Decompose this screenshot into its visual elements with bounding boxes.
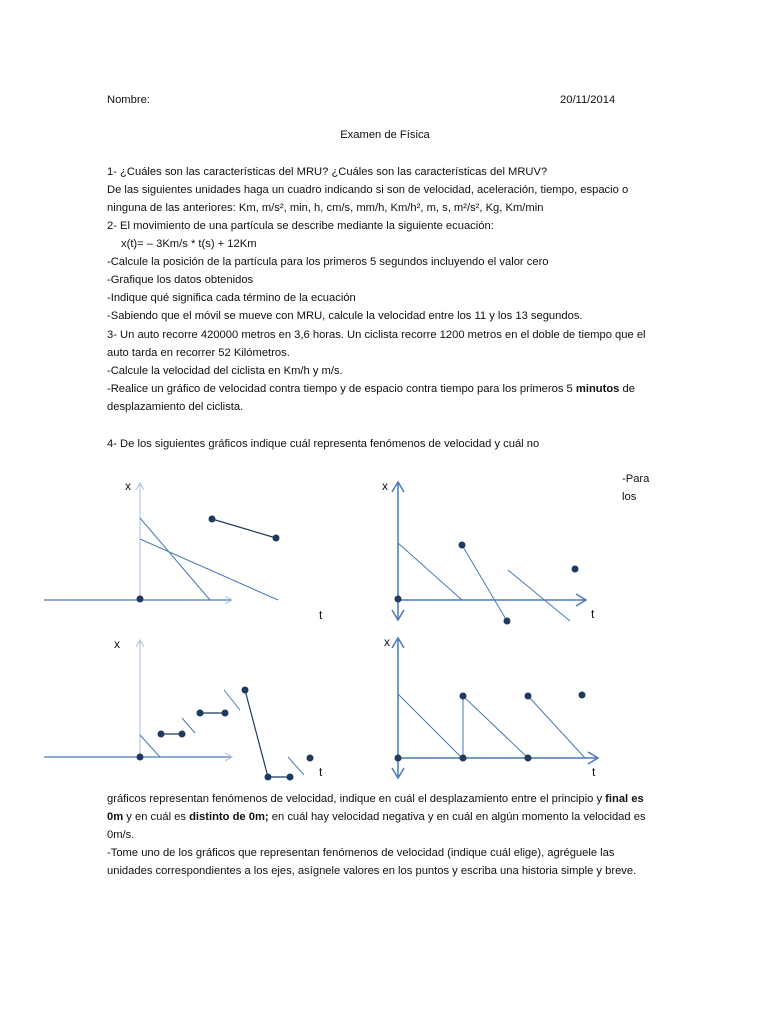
graph-4-x-label: x xyxy=(384,635,390,649)
graph-1-segment xyxy=(212,519,276,538)
graph-3-t-label: t xyxy=(319,765,323,779)
q2-bullet2: -Grafique los datos obtenidos xyxy=(107,274,254,286)
graph-2-point xyxy=(504,618,511,625)
exam-title: Examen de Física xyxy=(340,129,430,141)
graph-4-origin xyxy=(395,755,402,762)
graph-1-x-label: x xyxy=(125,479,131,493)
q4-side-text1: -Para xyxy=(622,473,650,485)
graph-3-slope xyxy=(182,718,195,733)
graph-4-line-b xyxy=(463,696,528,758)
q3-line2: auto tarda en recorrer 52 Kilómetros. xyxy=(107,347,290,359)
q3-bullet2-bold: minutos xyxy=(575,383,620,395)
graph-1 xyxy=(44,479,323,622)
graph-2 xyxy=(382,479,595,625)
q2-equation: x(t)= – 3Km/s * t(s) + 12Km xyxy=(121,238,257,250)
q4-after-line2 xyxy=(107,808,646,826)
exam-date: 20/11/2014 xyxy=(560,94,616,106)
q3-bullet2-end: de xyxy=(619,383,635,395)
graph-4-point xyxy=(525,693,532,700)
graph-2-point xyxy=(459,542,466,549)
graph-3-slope xyxy=(288,757,304,775)
q2-bullet1: -Calcule la posición de la partícula para los primeros 5 segundos incluyendo el valor cero xyxy=(107,256,549,268)
graph-4-line-a xyxy=(398,694,462,758)
graph-1-origin xyxy=(137,596,144,603)
q3-bullet1: -Calcule la velocidad del ciclista en Km/h y m/s. xyxy=(107,365,343,377)
graph-2-origin xyxy=(395,596,402,603)
q4-after-line2-text2: en cuál hay velocidad negativa y en cuál en algún momento la velocidad es xyxy=(268,811,646,823)
graph-3 xyxy=(44,637,323,781)
graph-4-point xyxy=(525,755,532,762)
graph-3-point xyxy=(265,774,272,781)
graph-4-point xyxy=(460,755,467,762)
graph-3-drop xyxy=(245,690,268,777)
graph-2-point xyxy=(572,566,579,573)
graph-3-origin xyxy=(137,754,144,761)
graph-4-line-c xyxy=(528,696,585,758)
q4-tome-line1: -Tome uno de los gráficos que representan fenómenos de velocidad (indique cuál elige), agréguele las xyxy=(107,847,615,859)
graph-3-x-label: x xyxy=(114,637,120,651)
q4-tome-line2: unidades correspondientes a los ejes, asígnele valores en los puntos y escriba una historia simple y breve. xyxy=(107,865,637,877)
graph-2-line-c xyxy=(508,570,570,621)
q4-after-line1-bold: final es xyxy=(605,793,644,805)
graph-4-point xyxy=(460,693,467,700)
q2-bullet3: -Indique qué significa cada término de la ecuación xyxy=(107,292,356,304)
graph-3-point xyxy=(222,710,229,717)
graph-3-point xyxy=(197,710,204,717)
graph-3-point xyxy=(307,755,314,762)
graph-3-slope xyxy=(140,735,160,757)
q4-after-line1-text: gráficos representan fenómenos de velocidad, indique en cuál el desplazamiento entre el principio y xyxy=(107,793,606,805)
graph-4 xyxy=(384,635,598,779)
graph-2-line-a xyxy=(398,543,462,600)
graph-1-point xyxy=(209,516,216,523)
q1-line1: 1- ¿Cuáles son las características del MRU? ¿Cuáles son las características del MRUV? xyxy=(107,166,548,178)
q4-after-line1 xyxy=(107,790,644,808)
q4-after-line3: 0m/s. xyxy=(107,829,135,841)
graph-3-point xyxy=(242,687,249,694)
q4-line1: 4- De los siguientes gráficos indique cuál representa fenómenos de velocidad y cuál no xyxy=(107,438,540,450)
graph-2-t-label: t xyxy=(591,607,595,621)
graph-2-line-b xyxy=(462,545,507,621)
graph-4-point xyxy=(579,692,586,699)
q4-after-line2-bold1: 0m xyxy=(107,811,124,823)
graph-3-point xyxy=(158,731,165,738)
graph-1-t-label: t xyxy=(319,608,323,622)
graph-4-t-label: t xyxy=(592,765,596,779)
q2-bullet4: -Sabiendo que el móvil se mueve con MRU, calcule la velocidad entre los 11 y los 13 segundos. xyxy=(107,310,583,322)
nombre-label: Nombre: xyxy=(107,94,150,106)
q1-line3: ninguna de las anteriores: Km, m/s², min, h, cm/s, mm/h, Km/h², m, s, m²/s², Kg, Km/min xyxy=(107,202,544,214)
q2-line1: 2- El movimiento de una partícula se describe mediante la siguiente ecuación: xyxy=(107,220,494,232)
q1-line2: De las siguientes unidades haga un cuadro indicando si son de velocidad, aceleración, tiempo, espacio o xyxy=(107,184,629,196)
graph-2-x-label: x xyxy=(382,479,388,493)
q4-after-line2-bold2: distinto de 0m; xyxy=(189,811,269,823)
q3-line1: 3- Un auto recorre 420000 metros en 3,6 horas. Un ciclista recorre 1200 metros en el doble de tiempo que el xyxy=(107,329,646,341)
graph-3-point xyxy=(287,774,294,781)
graph-1-line-a xyxy=(140,518,210,600)
q3-bullet2-text: -Realice un gráfico de velocidad contra tiempo y de espacio contra tiempo para los primeros 5 xyxy=(107,383,576,395)
graph-1-point xyxy=(273,535,280,542)
graph-1-line-b xyxy=(140,539,278,600)
graph-3-slope xyxy=(224,690,240,710)
q3-bullet2-cont: desplazamiento del ciclista. xyxy=(107,401,244,413)
graph-3-point xyxy=(179,731,186,738)
q4-side-text2: los xyxy=(622,491,637,503)
q4-after-line2-text1: y en cuál es xyxy=(123,811,190,823)
